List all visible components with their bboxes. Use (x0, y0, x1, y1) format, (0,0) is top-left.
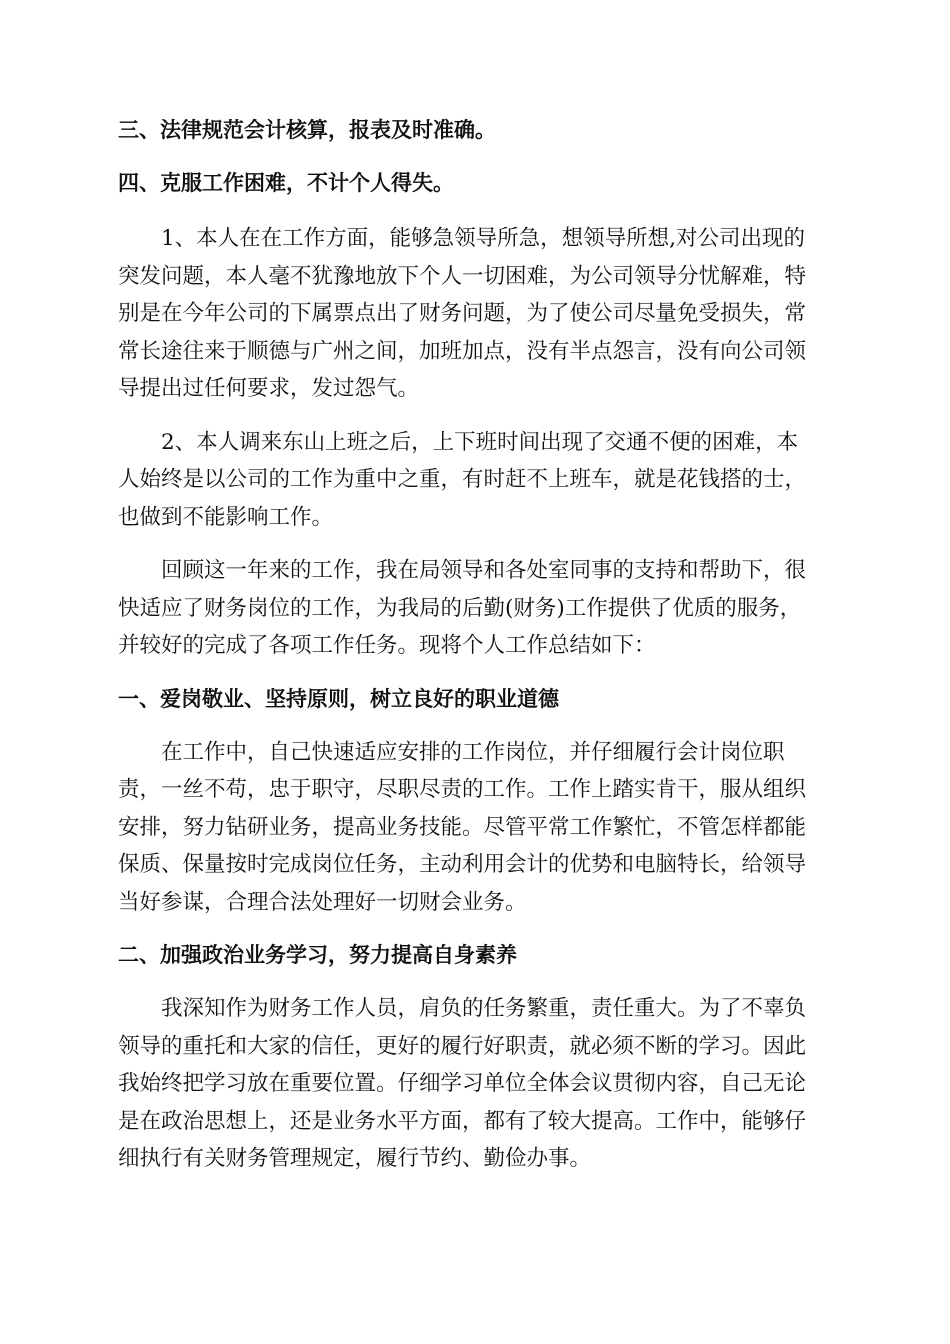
paragraph-line: 我始终把学习放在重要位置。仔细学习单位全体会议贯彻内容，自己无论 (118, 1071, 807, 1096)
paragraph-line: 常长途往来于顺德与广州之间，加班加点，没有半点怨言，没有向公司领 (118, 338, 807, 364)
section-heading-4: 四、克服工作困难，不计个人得失。 (118, 171, 454, 195)
paragraph-work (118, 734, 838, 922)
paragraph-line: 在工作中，自己快速适应安排的工作岗位，并仔细履行会计岗位职 (161, 739, 785, 765)
paragraph-line: 是在政治思想上，还是业务水平方面，都有了较大提高。工作中，能够仔 (118, 1108, 807, 1134)
paragraph-line: 回顾这一年来的工作，我在局领导和各处室同事的支持和帮助下，很 (161, 558, 807, 583)
section-heading-3: 三、法律规范会计核算，报表及时准确。 (118, 118, 496, 142)
paragraph-line: 并较好的完成了各项工作任务。现将个人工作总结如下： (118, 633, 656, 658)
paragraph-line: 人始终是以公司的工作为重中之重，有时赶不上班车，就是花钱搭的士， (118, 467, 807, 492)
paragraph-line: 我深知作为财务工作人员，肩负的任务繁重，责任重大。为了不辜负 (161, 996, 807, 1021)
paragraph-review (118, 552, 838, 665)
paragraph-line: 领导的重托和大家的信任，更好的履行好职责，就必须不断的学习。因此 (118, 1033, 807, 1059)
paragraph-line: 导提出过任何要求，发过怨气。 (118, 376, 420, 401)
paragraph-line: 别是在今年公司的下属票点出了财务问题，为了使公司尽量免受损失，常 (118, 301, 807, 326)
section-heading-2: 二、加强政治业务学习，努力提高自身素养 (118, 943, 517, 967)
paragraph-line: 责，一丝不苟，忠于职守，尽职尽责的工作。工作上踏实肯干，服从组织 (118, 777, 807, 802)
paragraph-difficulty-1 (118, 220, 838, 408)
paragraph-line: 突发问题，本人毫不犹豫地放下个人一切困难，为公司领导分忧解难，特 (118, 263, 807, 289)
paragraph-line: 保质、保量按时完成岗位任务，主动利用会计的优势和电脑特长，给领导 (118, 852, 807, 877)
paragraph-line: 快适应了财务岗位的工作，为我局的后勤(财务)工作提供了优质的服务， (118, 595, 802, 621)
paragraph-line: 1、本人在在工作方面，能够急领导所急，想领导所想,对公司出现的 (161, 226, 806, 251)
paragraph-line: 2、本人调来东山上班之后，上下班时间出现了交通不便的困难，本 (161, 429, 799, 455)
paragraph-line: 安排，努力钻研业务，提高业务技能。尽管平常工作繁忙，不管怎样都能 (118, 814, 807, 840)
paragraph-line: 当好参谋，合理合法处理好一切财会业务。 (118, 889, 527, 915)
paragraph-study (118, 990, 838, 1178)
section-heading-1: 一、爱岗敬业、坚持原则，树立良好的职业道德 (118, 686, 559, 711)
paragraph-difficulty-2 (118, 424, 838, 537)
paragraph-line: 也做到不能影响工作。 (118, 504, 334, 530)
document-page (118, 112, 838, 1178)
paragraph-line: 细执行有关财务管理规定，履行节约、勤俭办事。 (118, 1146, 592, 1171)
